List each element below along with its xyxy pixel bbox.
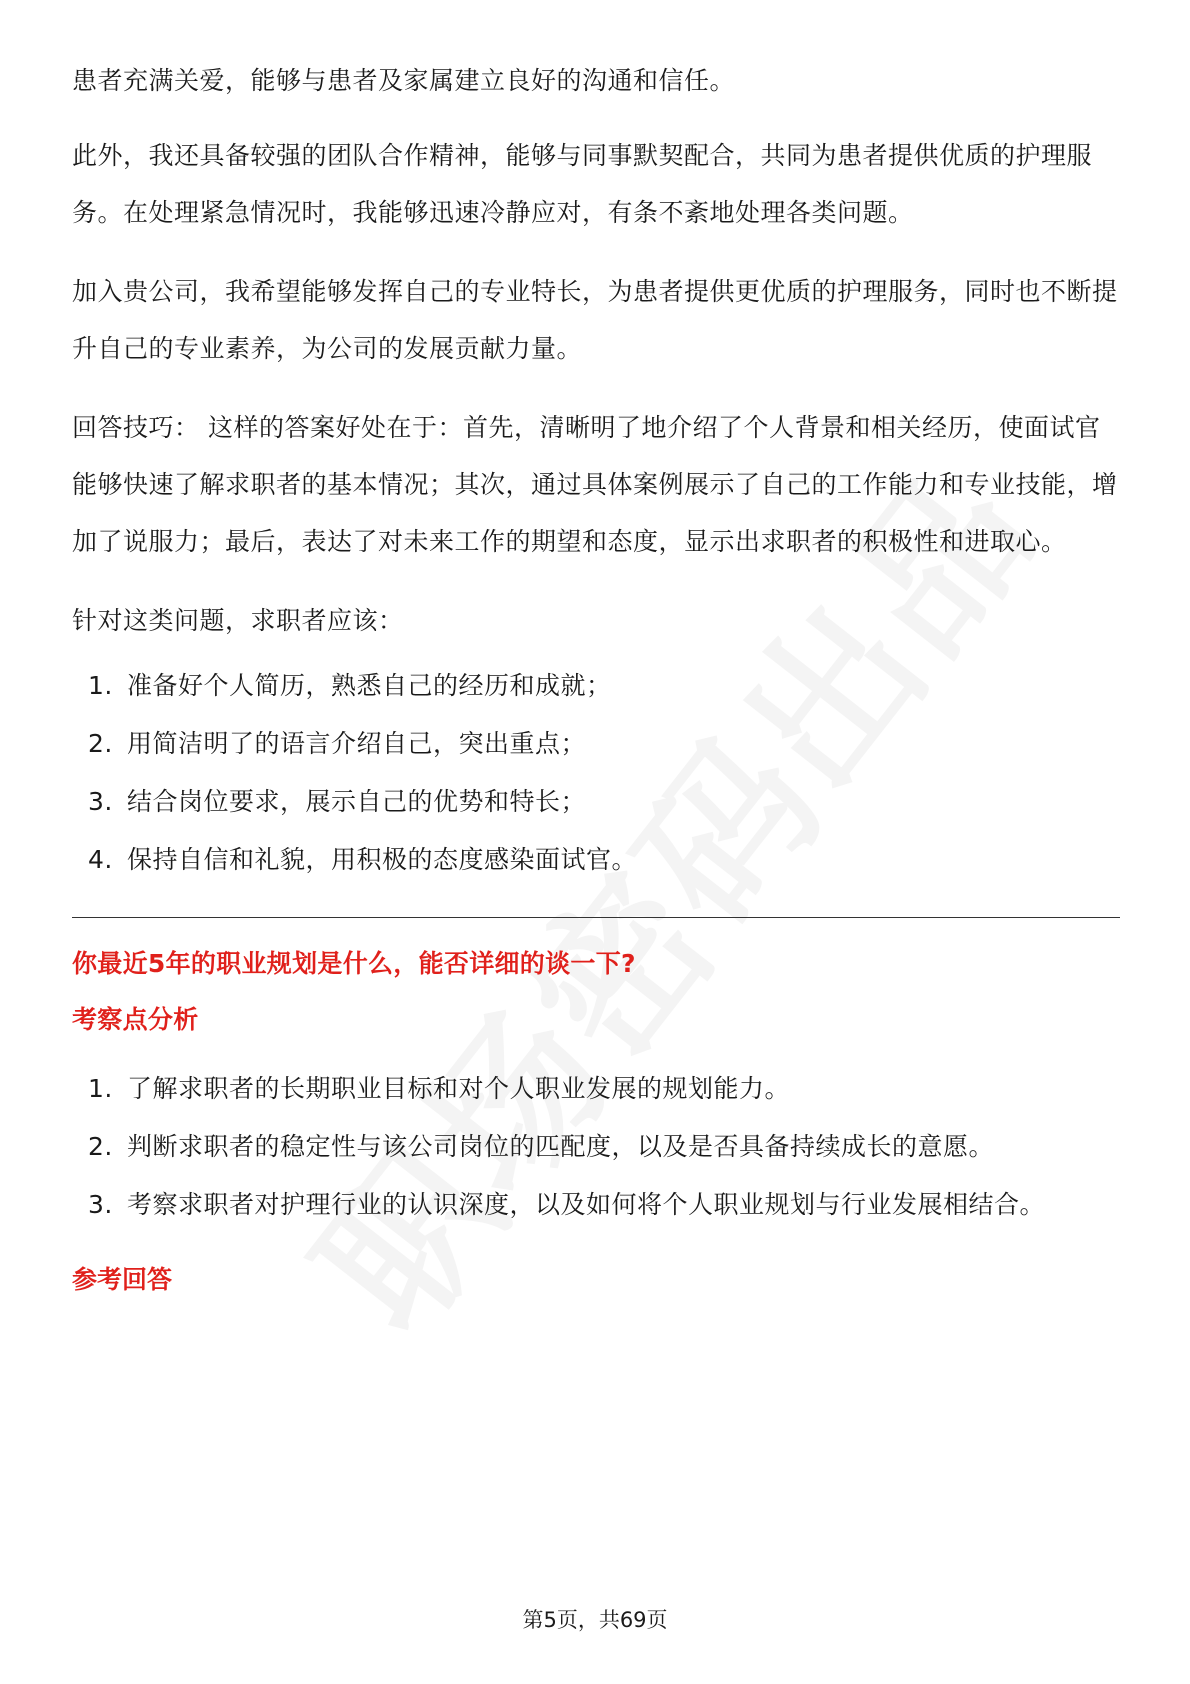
answer-heading: 参考回答 (72, 1265, 173, 1294)
analysis-list (72, 1060, 1120, 1234)
paragraph-teamwork: 此外，我还具备较强的团队合作精神，能够与同事默契配合，共同为患者提供优质的护理服务。在处理紧急情况时，我能够迅速冷静应对，有条不紊地处理各类问题。 (72, 141, 1093, 227)
list-item: 2. 判断求职者的稳定性与该公司岗位的匹配度，以及是否具备持续成长的意愿。 (88, 1132, 995, 1161)
list-item: 4. 保持自信和礼貌，用积极的态度感染面试官。 (88, 845, 638, 874)
analysis-heading: 考察点分析 (72, 1005, 199, 1034)
paragraph-goals: 加入贵公司，我希望能够发挥自己的专业特长，为患者提供更优质的护理服务，同时也不断提升自己的专业素养，为公司的发展贡献力量。 (72, 277, 1118, 363)
question-heading: 你最近5年的职业规划是什么，能否详细的谈一下? (72, 949, 636, 978)
list-item: 1. 了解求职者的长期职业目标和对个人职业发展的规划能力。 (88, 1074, 791, 1103)
list-item: 3. 结合岗位要求，展示自己的优势和特长； (88, 787, 587, 816)
advice-list (72, 657, 1120, 889)
paragraph-advice-intro: 针对这类问题，求职者应该： (72, 606, 404, 635)
paragraph-continuation: 患者充满关爱，能够与患者及家属建立良好的沟通和信任。 (72, 66, 736, 95)
page-number-footer: 第5页，共69页 (522, 1608, 668, 1632)
list-item: 1. 准备好个人简历，熟悉自己的经历和成就； (88, 671, 612, 700)
section-divider (72, 917, 1120, 918)
document-page (72, 52, 1120, 1308)
list-item: 2. 用简洁明了的语言介绍自己，突出重点； (88, 729, 587, 758)
paragraph-answer-tips: 回答技巧： 这样的答案好处在于：首先，清晰明了地介绍了个人背景和相关经历，使面试官能够快速了解求职者的基本情况；其次，通过具体案例展示了自己的工作能力和专业技能，增加了说服力；最后，表达了对未来工作的期望和态度，显示出求职者的积极性和进取心。 (72, 413, 1118, 556)
list-item: 3. 考察求职者对护理行业的认识深度，以及如何将个人职业规划与行业发展相结合。 (88, 1190, 1046, 1219)
